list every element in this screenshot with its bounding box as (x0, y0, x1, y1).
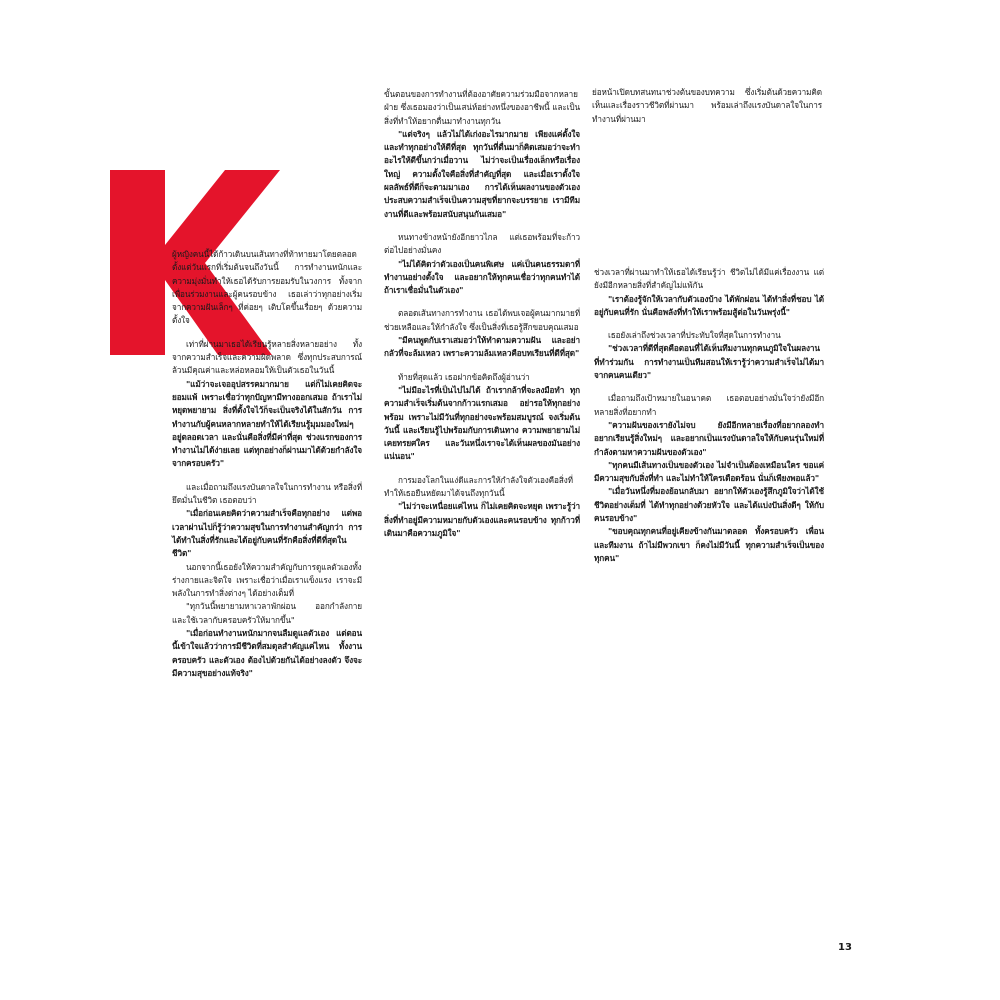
quote-paragraph: "ไม่ว่าจะเหนื่อยแค่ไหน ก็ไม่เคยคิดจะหยุด เพราะรู้ว่าสิ่งที่ทำอยู่มีความหมายกับตัวเองและคนรอบข้าง ทุกก้าวที่เดินมาคือความภูมิใจ" (384, 501, 580, 538)
paragraph: "ทุกวันนี้พยายามหาเวลาพักผ่อน ออกกำลังกาย และใช้เวลากับครอบครัวให้มากขึ้น" (172, 601, 362, 625)
paragraph: เธอยังเล่าถึงช่วงเวลาที่ประทับใจที่สุดในการทำงาน (608, 330, 781, 341)
paragraph-gap (384, 361, 580, 371)
quote-paragraph: "เมื่อก่อนเคยคิดว่าความสำเร็จคือทุกอย่าง แต่พอเวลาผ่านไปก็รู้ว่าความสุขในการทำงานสำคัญกว่า การได้ทำในสิ่งที่รักและได้อยู่กับคนที่รักคือสิ่งที่ดีที่สุดในชีวิต" (172, 508, 362, 559)
paragraph-gap (594, 382, 824, 392)
paragraph: ท้ายที่สุดแล้ว เธอฝากข้อคิดถึงผู้อ่านว่า (398, 371, 530, 382)
paragraph-gap (172, 328, 362, 338)
paragraph: การมองโลกในแง่ดีและการให้กำลังใจตัวเองคือสิ่งที่ทำให้เธอยืนหยัดมาได้จนถึงทุกวันนี้ (384, 474, 573, 499)
paragraph-gap (172, 471, 362, 481)
paragraph: ช่วงเวลาที่ผ่านมาทำให้เธอได้เรียนรู้ว่า ชีวิตไม่ได้มีแค่เรื่องงาน แต่ยังมีอีกหลายสิ่งที่สำคัญไม่แพ้กัน (594, 267, 824, 291)
quote-paragraph: "ขอบคุณทุกคนที่อยู่เคียงข้างกันมาตลอด ทั้งครอบครัว เพื่อน และทีมงาน ถ้าไม่มีพวกเขา ก็คงไม่มีวันนี้ ทุกความสำเร็จเป็นของทุกคน" (594, 526, 824, 563)
column-3 (594, 266, 824, 565)
quote-paragraph: "ไม่ได้คิดว่าตัวเองเป็นคนพิเศษ แค่เป็นคนธรรมดาที่ทำงานอย่างตั้งใจ และอยากให้ทุกคนเชื่อว่าทุกคนทำได้ ถ้าเราเชื่อมั่นในตัวเอง" (384, 258, 580, 296)
paragraph: ผู้หญิงคนนี้ได้ก้าวเดินบนเส้นทางที่ท้าทายมาโดยตลอด ตั้งแต่วันแรกที่เริ่มต้นจนถึงวันนี้ การทำงานหนักและความมุ่งมั่นทำให้เธอได้รับการยอมรับในวงการ ทั้งจากเพื่อนร่วมงานและผู้คนรอบข้าง เธอเล่าว่าทุกอย่างเริ่มจากความฝันเล็กๆ ที่ค่อยๆ เติบโตขึ้นเรื่อยๆ ด้วยความตั้งใจ (172, 249, 362, 326)
quote-paragraph: "แม้ว่าจะเจออุปสรรคมากมาย แต่ก็ไม่เคยคิดจะยอมแพ้ เพราะเชื่อว่าทุกปัญหามีทางออกเสมอ ถ้าเราไม่หยุดพยายาม สิ่งที่ตั้งใจไว้ก็จะเป็นจริงได้ในสักวัน การทำงานกับผู้คนหลากหลายทำให้ได้เรียนรู้มุมมองใหม่ๆ อยู่ตลอดเวลา และนั่นคือสิ่งที่มีค่าที่สุด ช่วงแรกของการทำงานไม่ได้ง่ายเลย แต่ทุกอย่างก็ผ่านมาได้ด้วยกำลังใจจากครอบครัว" (172, 378, 362, 469)
paragraph-gap (384, 297, 580, 307)
paragraph-gap (384, 464, 580, 474)
quote-paragraph: "ความฝันของเรายังไม่จบ ยังมีอีกหลายเรื่องที่อยากลองทำ อยากเรียนรู้สิ่งใหม่ๆ และอยากเป็นแรงบันดาลใจให้กับคนรุ่นใหม่ที่กำลังตามหาความฝันของตัวเอง" (594, 419, 824, 457)
column-1 (172, 248, 362, 680)
quote-paragraph: "ช่วงเวลาที่ดีที่สุดคือตอนที่ได้เห็นทีมงานทุกคนภูมิใจในผลงานที่ทำร่วมกัน การทำงานเป็นทีมสอนให้เรารู้ว่าความสำเร็จไม่ได้มาจากคนคนเดียว" (594, 343, 824, 381)
quote-paragraph: "ไม่มีอะไรที่เป็นไปไม่ได้ ถ้าเรากล้าที่จะลงมือทำ ทุกความสำเร็จเริ่มต้นจากก้าวแรกเสมอ อย่ารอให้ทุกอย่างพร้อม เพราะไม่มีวันที่ทุกอย่างจะพร้อมสมบูรณ์ จงเริ่มต้นวันนี้ และเรียนรู้ไปพร้อมกับการเดินทาง ความพยายามไม่เคยทรยศใคร และวันหนึ่งเราจะได้เห็นผลของมันอย่างแน่นอน" (384, 384, 580, 462)
column-2 (384, 88, 580, 540)
quote-paragraph: "ทุกคนมีเส้นทางเป็นของตัวเอง ไม่จำเป็นต้องเหมือนใคร ขอแค่มีความสุขกับสิ่งที่ทำ และไม่ทำให้ใครเดือดร้อน นั่นก็เพียงพอแล้ว" (594, 459, 824, 484)
paragraph: ขั้นตอนของการทำงานที่ต้องอาศัยความร่วมมือจากหลายฝ่าย ซึ่งเธอมองว่าเป็นเสน่ห์อย่างหนึ่งของอาชีพนี้ และเป็นสิ่งที่ทำให้อยากตื่นมาทำงานทุกวัน (384, 89, 580, 126)
paragraph: เมื่อถามถึงเป้าหมายในอนาคต เธอตอบอย่างมั่นใจว่ายังมีอีกหลายสิ่งที่อยากทำ (594, 393, 824, 417)
paragraph: เท่าที่ผ่านมาเธอได้เรียนรู้หลายสิ่งหลายอย่าง ทั้งจากความสำเร็จและความผิดพลาด ซึ่งทุกประสบการณ์ล้วนมีคุณค่าและหล่อหลอมให้เป็นตัวเธอในวันนี้ (172, 338, 362, 376)
paragraph-gap (384, 221, 580, 231)
paragraph: นอกจากนี้เธอยังให้ความสำคัญกับการดูแลตัวเองทั้งร่างกายและจิตใจ เพราะเชื่อว่าเมื่อเราแข็งแรง เราจะมีพลังในการทำสิ่งต่างๆ ได้อย่างเต็มที่ (172, 561, 362, 599)
quote-paragraph: "แต่จริงๆ แล้วไม่ได้เก่งอะไรมากมาย เพียงแค่ตั้งใจและทำทุกอย่างให้ดีที่สุด ทุกวันที่ตื่นมาก็คิดเสมอว่าจะทำอะไรให้ดีขึ้นกว่าเมื่อวาน ไม่ว่าจะเป็นเรื่องเล็กหรือเรื่องใหญ่ ความตั้งใจคือสิ่งที่สำคัญที่สุด และเมื่อเราตั้งใจ ผลลัพธ์ที่ดีก็จะตามมาเอง การได้เห็นผลงานของตัวเองประสบความสำเร็จเป็นความสุขที่ยากจะบรรยาย เรามีทีมงานที่ดีและพร้อมสนับสนุนกันเสมอ" (384, 128, 580, 219)
paragraph-gap (594, 319, 824, 329)
paragraph: ตลอดเส้นทางการทำงาน เธอได้พบเจอผู้คนมากมายที่ช่วยเหลือและให้กำลังใจ ซึ่งเป็นสิ่งที่เธอรู้สึกขอบคุณเสมอ (384, 308, 580, 332)
paragraph: ย่อหน้าเปิดบทสนทนาช่วงต้นของบทความ ซึ่งเริ่มต้นด้วยความคิดเห็นและเรื่องราวชีวิตที่ผ่านมา พร้อมเล่าถึงแรงบันดาลใจในการทำงานที่ผ่านมา (592, 87, 822, 124)
quote-paragraph: "เมื่อวันหนึ่งที่มองย้อนกลับมา อยากให้ตัวเองรู้สึกภูมิใจว่าได้ใช้ชีวิตอย่างเต็มที่ ได้ทำทุกอย่างด้วยหัวใจ และได้แบ่งปันสิ่งดีๆ ให้กับคนรอบข้าง" (594, 486, 824, 524)
paragraph: หนทางข้างหน้ายังอีกยาวไกล แต่เธอพร้อมที่จะก้าวต่อไปอย่างมั่นคง (384, 231, 580, 256)
paragraph: และเมื่อถามถึงแรงบันดาลใจในการทำงาน หรือสิ่งที่ยึดมั่นในชีวิต เธอตอบว่า (172, 481, 362, 506)
quote-paragraph: "มีคนพูดกับเราเสมอว่าให้ทำตามความฝัน และอย่ากลัวที่จะล้มเหลว เพราะความล้มเหลวคือบทเรียนที่ดีที่สุด" (384, 335, 580, 359)
page-number: 13 (838, 942, 852, 953)
quote-paragraph: "เราต้องรู้จักให้เวลากับตัวเองบ้าง ได้พักผ่อน ได้ทำสิ่งที่ชอบ ได้อยู่กับคนที่รัก นั่นคือพลังที่ทำให้เราพร้อมสู้ต่อในวันพรุ่งนี้" (594, 293, 824, 317)
quote-paragraph: "เมื่อก่อนทำงานหนักมากจนลืมดูแลตัวเอง แต่ตอนนี้เข้าใจแล้วว่าการมีชีวิตที่สมดุลสำคัญแค่ไหน ทั้งงาน ครอบครัว และตัวเอง ต้องไปด้วยกันได้อย่างลงตัว จึงจะมีความสุขอย่างแท้จริง" (172, 628, 362, 678)
column-0 (592, 86, 822, 126)
